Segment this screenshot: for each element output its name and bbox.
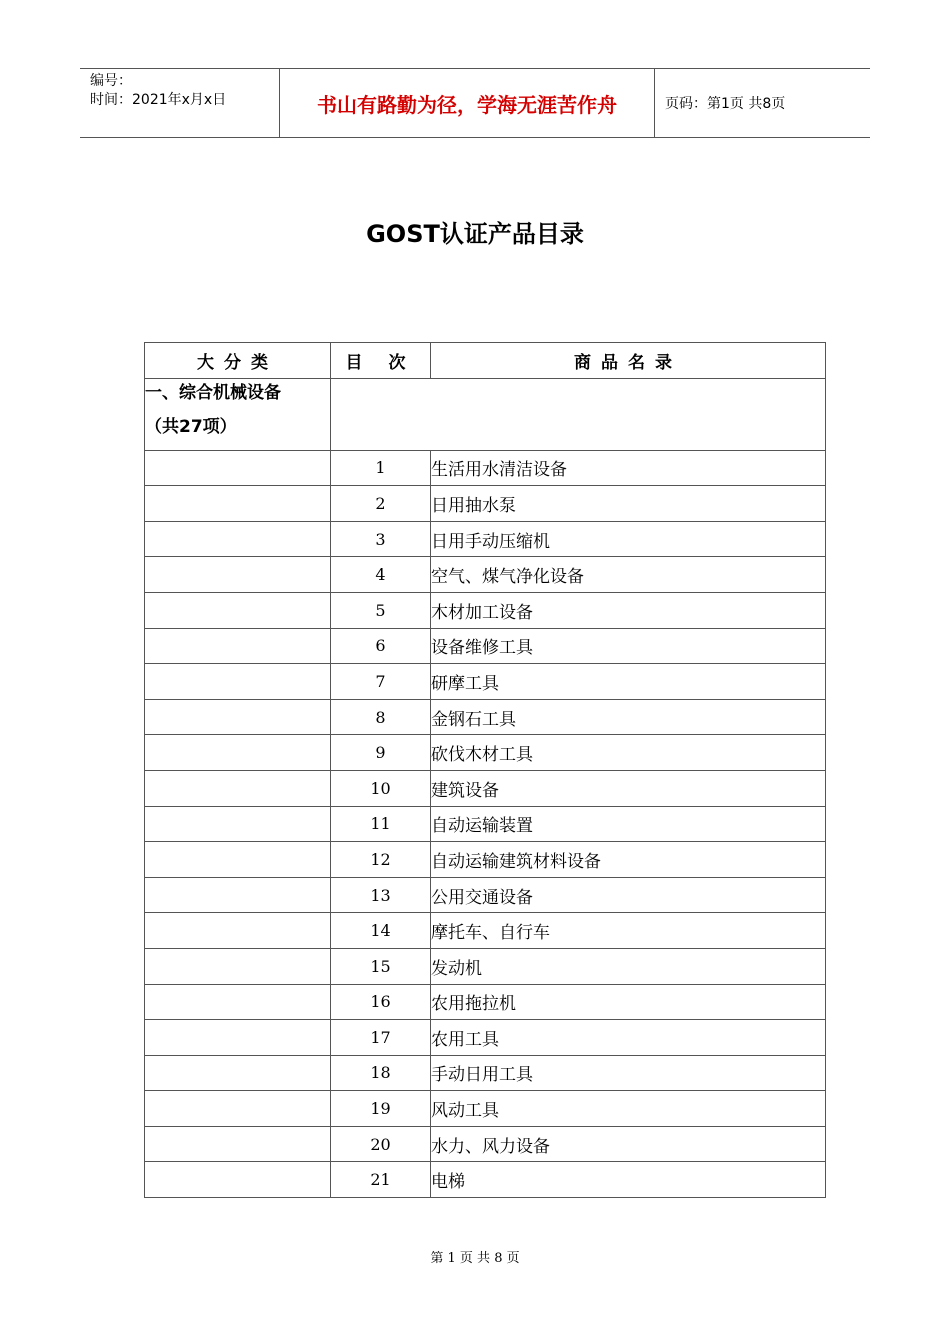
product-name: 发动机 [431, 948, 826, 984]
item-number: 13 [331, 877, 431, 913]
category-blank-cell [145, 806, 331, 842]
product-name: 日用抽水泵 [431, 486, 826, 522]
product-name: 水力、风力设备 [431, 1126, 826, 1162]
product-name: 金钢石工具 [431, 699, 826, 735]
category-blank-cell [145, 557, 331, 593]
product-name: 风动工具 [431, 1091, 826, 1127]
product-name: 农用拖拉机 [431, 984, 826, 1020]
page-footer: 第 1 页 共 8 页 [430, 1251, 520, 1266]
table-row [145, 557, 826, 593]
table-row [145, 1126, 826, 1162]
column-header-index: 目 次 [331, 343, 431, 379]
table-row [145, 1162, 826, 1198]
product-name: 手动日用工具 [431, 1055, 826, 1091]
category-blank-cell [145, 877, 331, 913]
item-number: 21 [331, 1162, 431, 1198]
product-name: 木材加工设备 [431, 592, 826, 628]
category-blank-cell [145, 735, 331, 771]
table-row [145, 1020, 826, 1056]
column-header-product: 商品名录 [431, 343, 826, 379]
table-row [145, 521, 826, 557]
category-blank-cell [145, 984, 331, 1020]
item-number: 1 [331, 450, 431, 486]
category-blank-cell [145, 1055, 331, 1091]
header-meta [80, 69, 280, 137]
category-blank-cell [145, 521, 331, 557]
category-blank-cell [145, 1126, 331, 1162]
table-header-row [145, 343, 826, 379]
category-count: （共27项） [145, 416, 237, 437]
document-number-label: 编号： [90, 73, 132, 89]
item-number: 11 [331, 806, 431, 842]
category-blank-cell [145, 1091, 331, 1127]
category-blank-cell [145, 450, 331, 486]
item-number: 15 [331, 948, 431, 984]
item-number: 17 [331, 1020, 431, 1056]
table-row [145, 877, 826, 913]
product-name: 农用工具 [431, 1020, 826, 1056]
category-empty-cell [331, 378, 826, 450]
item-number: 10 [331, 770, 431, 806]
table-row [145, 450, 826, 486]
product-name: 电梯 [431, 1162, 826, 1198]
product-name: 日用手动压缩机 [431, 521, 826, 557]
category-row [145, 378, 826, 450]
item-number: 18 [331, 1055, 431, 1091]
product-catalog-table [144, 342, 826, 1198]
category-blank-cell [145, 770, 331, 806]
category-blank-cell [145, 699, 331, 735]
table-row [145, 592, 826, 628]
item-number: 6 [331, 628, 431, 664]
product-name: 自动运输建筑材料设备 [431, 842, 826, 878]
header-page-info: 页码：第1页 共8页 [665, 96, 786, 112]
item-number: 8 [331, 699, 431, 735]
product-name: 空气、煤气净化设备 [431, 557, 826, 593]
table-row [145, 842, 826, 878]
product-name: 建筑设备 [431, 770, 826, 806]
page-title: GOST认证产品目录 [366, 220, 584, 248]
header-motto: 书山有路勤为径，学海无涯苦作舟 [280, 69, 655, 137]
product-name: 公用交通设备 [431, 877, 826, 913]
category-cell [145, 378, 331, 450]
column-header-category: 大分类 [145, 343, 331, 379]
table-row [145, 486, 826, 522]
product-name: 砍伐木材工具 [431, 735, 826, 771]
product-name: 研摩工具 [431, 664, 826, 700]
table-row [145, 699, 826, 735]
category-blank-cell [145, 842, 331, 878]
product-name: 自动运输装置 [431, 806, 826, 842]
table-row [145, 806, 826, 842]
document-header [80, 68, 870, 138]
item-number: 12 [331, 842, 431, 878]
item-number: 16 [331, 984, 431, 1020]
table-row [145, 984, 826, 1020]
category-blank-cell [145, 628, 331, 664]
table-row [145, 1055, 826, 1091]
document-time-label: 时间：2021年x月x日 [90, 92, 227, 108]
table-row [145, 948, 826, 984]
product-name: 摩托车、自行车 [431, 913, 826, 949]
table-row [145, 770, 826, 806]
category-blank-cell [145, 592, 331, 628]
category-blank-cell [145, 664, 331, 700]
item-number: 5 [331, 592, 431, 628]
category-blank-cell [145, 948, 331, 984]
item-number: 9 [331, 735, 431, 771]
product-name: 设备维修工具 [431, 628, 826, 664]
category-blank-cell [145, 1020, 331, 1056]
item-number: 14 [331, 913, 431, 949]
table-row [145, 1091, 826, 1127]
category-name: 一、综合机械设备 [145, 382, 281, 403]
category-blank-cell [145, 486, 331, 522]
item-number: 2 [331, 486, 431, 522]
item-number: 4 [331, 557, 431, 593]
item-number: 20 [331, 1126, 431, 1162]
table-row [145, 664, 826, 700]
category-blank-cell [145, 913, 331, 949]
category-blank-cell [145, 1162, 331, 1198]
table-row [145, 628, 826, 664]
item-number: 19 [331, 1091, 431, 1127]
item-number: 3 [331, 521, 431, 557]
table-row [145, 913, 826, 949]
item-number: 7 [331, 664, 431, 700]
product-name: 生活用水清洁设备 [431, 450, 826, 486]
table-row [145, 735, 826, 771]
